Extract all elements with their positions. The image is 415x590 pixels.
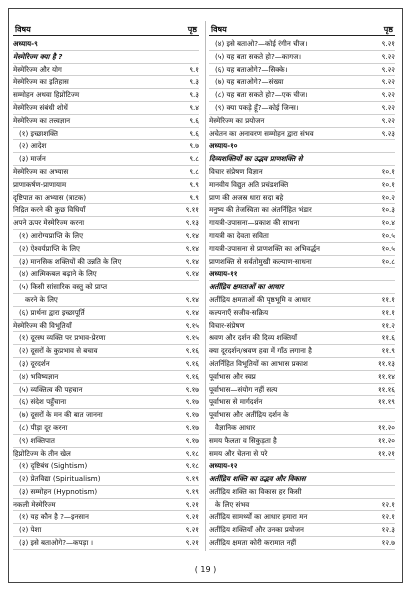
toc-page: ९.९	[189, 179, 199, 189]
toc-row	[209, 358, 395, 371]
toc-topic: (७) दूसरों के मन की बात जानना	[19, 410, 103, 420]
toc-row	[13, 473, 199, 486]
toc-topic: प्राणशक्ति से सर्वतोमुखी कल्याण-साधना	[209, 256, 312, 266]
toc-row	[209, 409, 395, 422]
toc-row	[209, 307, 395, 320]
toc-page: १०.३	[381, 205, 395, 215]
toc-row	[209, 537, 395, 550]
toc-page: ९.१७	[185, 435, 199, 445]
toc-row	[13, 294, 199, 307]
toc-row	[209, 473, 395, 486]
toc-page: १२.३	[381, 525, 395, 535]
toc-topic: दिव्यशक्तियों का उद्भव प्राणशक्ति से	[209, 154, 303, 164]
toc-topic: दृष्टिपात का अभ्यास (त्राटक)	[13, 192, 87, 202]
toc-topic: मानवीय विद्युत अति प्रचंडशक्ति	[209, 179, 289, 189]
toc-row	[13, 524, 199, 537]
toc-topic: अतींद्रिय क्षमताओं का आधार	[209, 282, 284, 292]
toc-page: ९.७	[189, 141, 199, 151]
toc-page: ११.१६	[377, 384, 395, 394]
left-contents-list	[13, 38, 199, 550]
toc-page: ११.२	[381, 320, 395, 330]
toc-row	[209, 460, 395, 473]
toc-topic: (१) इच्छाशक्ति	[19, 128, 58, 138]
toc-page: ९.३	[189, 90, 199, 100]
toc-topic: अपने ऊपर मेस्मेरिज्म करना	[13, 218, 85, 228]
toc-page: ११.१	[381, 294, 395, 304]
toc-topic: विचार संप्रेषण विज्ञान	[209, 166, 263, 176]
toc-topic: (५) व्यक्तित्व की पहचान	[19, 384, 83, 394]
toc-page: ९.१७	[185, 410, 199, 420]
toc-row	[13, 243, 199, 256]
toc-topic: (४) भविष्यज्ञान	[19, 371, 59, 381]
toc-page: ९.६	[189, 128, 199, 138]
toc-row	[13, 76, 199, 89]
toc-row	[209, 396, 395, 409]
toc-row	[209, 179, 395, 192]
toc-topic: (२) ऐश्वर्यप्राप्ति के लिए	[19, 243, 80, 253]
toc-topic: नकली मेस्मेरिज्म	[13, 499, 56, 509]
left-header-page: पृष्ठ	[187, 25, 197, 34]
toc-page	[165, 281, 199, 293]
toc-page: ९.१४	[185, 307, 199, 317]
toc-row	[13, 281, 199, 294]
toc-topic: (८) पीड़ा दूर करना	[19, 422, 68, 432]
toc-topic: अतींद्रिय शक्तियाँ और उनका प्रयोजन	[209, 525, 304, 535]
toc-page: ९.२२	[381, 64, 395, 74]
toc-row	[209, 486, 395, 499]
toc-page: ९.१७	[185, 397, 199, 407]
toc-topic: विचार-संप्रेषण	[209, 320, 245, 330]
toc-topic: (१) यह कौन है ?—इनसान	[19, 512, 89, 522]
toc-row	[209, 153, 395, 166]
toc-page: ९.१९	[185, 486, 199, 496]
column-divider	[205, 21, 206, 551]
toc-topic: समय और चेतना से परे	[209, 448, 268, 458]
toc-row	[13, 486, 199, 499]
toc-row	[209, 243, 395, 256]
toc-topic: अध्याय-९	[13, 39, 38, 48]
toc-page: १२.१	[381, 512, 395, 522]
toc-row	[209, 332, 395, 345]
toc-page	[361, 460, 395, 472]
toc-row	[13, 268, 199, 281]
toc-topic: गायत्री-उपासना से प्राणशक्ति का अभिवर्द्धन	[209, 243, 320, 253]
toc-row	[209, 76, 395, 89]
toc-topic: प्राणाकर्षण-प्राणायाम	[13, 179, 67, 189]
toc-page: ९.१५	[185, 320, 199, 330]
toc-row	[13, 217, 199, 230]
toc-row	[13, 38, 199, 51]
toc-row	[209, 204, 395, 217]
toc-page: ११.१३	[377, 358, 395, 368]
toc-page: ९.४	[189, 102, 199, 112]
toc-row	[13, 460, 199, 473]
toc-topic: (२) दूसरों के कुप्रभाव से बचाव	[19, 346, 98, 356]
toc-row	[209, 345, 395, 358]
toc-page	[361, 409, 395, 421]
toc-topic: (३) मानसिक शक्तियों की उन्नति के लिए	[19, 256, 122, 266]
toc-row	[209, 89, 395, 102]
toc-page: ९.८	[189, 154, 199, 164]
toc-topic: (५) किसी सांसारिक वस्तु को प्राप्त	[19, 282, 108, 292]
toc-page: ९.२१	[185, 499, 199, 509]
toc-row	[13, 537, 199, 550]
left-header	[13, 21, 199, 36]
toc-topic: अतींद्रिय क्षमता कोरी करामात नहीं	[209, 538, 297, 548]
toc-row	[209, 268, 395, 281]
toc-row	[209, 38, 395, 51]
toc-topic: अध्याय-१०	[209, 141, 238, 151]
document-page	[8, 8, 403, 583]
toc-row	[13, 422, 199, 435]
page-number: ( 19 )	[194, 565, 217, 574]
toc-topic: कल्पनाएँ सजीव-सक्रिय	[209, 307, 269, 317]
toc-row	[13, 51, 199, 64]
toc-topic: अतींद्रिय शक्ति का विकास हर किसी	[209, 486, 302, 496]
toc-row	[209, 384, 395, 397]
toc-topic: (१) दृष्टिबंध (Sightism)	[19, 461, 88, 471]
toc-topic: सम्मोहन अथवा हिप्नोटिज्म	[13, 90, 80, 100]
toc-topic: मेस्मेरिज्म संबंधी शोधें	[13, 102, 68, 112]
toc-topic: अध्याय-१२	[209, 461, 238, 471]
toc-topic: (६) यह बताओगे?—सिक्के।	[215, 64, 288, 74]
toc-topic: (१) दूरस्थ व्यक्ति पर प्रभाव-प्रेरणा	[19, 333, 106, 343]
toc-row	[13, 435, 199, 448]
toc-row	[13, 256, 199, 269]
toc-page: ११.१४	[377, 371, 395, 381]
toc-row	[209, 256, 395, 269]
toc-topic: हिप्नोटिज्म के तीन खेल	[13, 448, 71, 458]
toc-topic: पूर्वाभास से मार्गदर्शन	[209, 397, 263, 407]
toc-page: ११.१	[381, 307, 395, 317]
toc-page	[361, 486, 395, 498]
toc-row	[13, 409, 199, 422]
toc-row	[209, 448, 395, 461]
toc-row	[209, 524, 395, 537]
toc-row	[13, 140, 199, 153]
toc-topic: (७) यह बताओगे?—संख्या	[215, 77, 284, 87]
toc-page: ९.२२	[381, 51, 395, 61]
right-header-page: पृष्ठ	[383, 25, 393, 34]
toc-page: ९.२१	[185, 538, 199, 548]
toc-page: ९.२२	[381, 115, 395, 125]
toc-page: १०.२	[381, 192, 395, 202]
toc-page: ११.२०	[377, 435, 395, 445]
toc-page: १०.५	[381, 230, 395, 240]
toc-page	[165, 38, 199, 50]
toc-topic: गायत्री का देवता सविता	[209, 230, 269, 240]
toc-topic: मेस्मेरिज्म क्या है ?	[13, 51, 63, 61]
toc-row	[13, 332, 199, 345]
toc-row	[209, 102, 395, 115]
toc-topic: करने के लिए	[25, 294, 58, 304]
toc-topic: प्राण की अजस्र धारा सदा बहे	[209, 192, 284, 202]
toc-topic: (२) प्रेतविद्या (Spiritualism)	[19, 474, 101, 484]
toc-page: ९.१७	[185, 384, 199, 394]
toc-row	[209, 435, 395, 448]
toc-topic: मेस्मेरिज्म का अभ्यास	[13, 166, 69, 176]
toc-topic: मेस्मेरिज्म का इतिहास	[13, 77, 69, 87]
toc-topic: (२) आदेश	[19, 141, 47, 151]
toc-page: ९.१४	[185, 269, 199, 279]
toc-row	[209, 140, 395, 153]
toc-row	[209, 115, 395, 128]
toc-topic: श्रवण और दर्शन की दिव्य शक्तियाँ	[209, 333, 297, 343]
toc-row	[209, 499, 395, 512]
toc-page	[361, 268, 395, 280]
toc-topic: (२) पेशा	[19, 525, 42, 535]
toc-row	[13, 371, 199, 384]
right-header	[209, 21, 395, 36]
toc-topic: मेस्मेरिज्म का तत्त्वज्ञान	[13, 115, 71, 125]
toc-page: ९.२२	[381, 90, 395, 100]
toc-row	[13, 128, 199, 141]
toc-row	[209, 51, 395, 64]
toc-row	[13, 192, 199, 205]
toc-topic: मेस्मेरिज्म का प्रयोजन	[209, 115, 265, 125]
toc-page: ९.१७	[185, 422, 199, 432]
toc-row	[13, 153, 199, 166]
toc-row	[209, 128, 395, 141]
toc-page: ९.१४	[185, 230, 199, 240]
toc-page: ९.६	[189, 115, 199, 125]
toc-topic: अतींद्रिय सामर्थ्यों का आधार हमारा मन	[209, 512, 308, 522]
toc-topic: गायत्री-उपासना—प्रकाश की साधना	[209, 218, 300, 228]
toc-row	[13, 89, 199, 102]
toc-row	[13, 204, 199, 217]
toc-topic: (३) सम्मोहन (Hypnotism)	[19, 486, 98, 496]
toc-page: ९.२२	[381, 77, 395, 87]
toc-row	[209, 64, 395, 77]
toc-topic: पूर्वाभास और अतींद्रिय दर्शन के	[209, 410, 289, 420]
toc-topic: क्या दूरदर्शन/श्रवण हवा में गाँठ लगाना है	[209, 346, 312, 356]
toc-topic: वैज्ञानिक आधार	[215, 422, 256, 432]
toc-topic: अध्याय-११	[209, 269, 238, 279]
toc-page	[361, 153, 395, 165]
toc-topic: (५) यह बता सकते हो?—कागज।	[215, 51, 302, 61]
toc-page: ९.१४	[185, 243, 199, 253]
toc-page: ९.८	[189, 166, 199, 176]
toc-row	[13, 448, 199, 461]
toc-page: ११.६	[381, 333, 395, 343]
toc-row	[13, 179, 199, 192]
toc-row	[209, 217, 395, 230]
toc-page: १२.७	[381, 538, 395, 548]
toc-page: ९.३	[189, 77, 199, 87]
toc-topic: मेस्मेरिज्म और योग	[13, 64, 62, 74]
toc-topic: (८) यह बता सकते हो?—एक चीज।	[215, 90, 308, 100]
toc-row	[13, 358, 199, 371]
toc-row	[209, 281, 395, 294]
toc-page: ११.९	[381, 346, 395, 356]
toc-topic: मनुष्य की तेजस्विता का अंतर्निहित भंडार	[209, 205, 312, 215]
toc-page: ११.१९	[377, 397, 395, 407]
toc-row	[209, 192, 395, 205]
toc-page: ९.१४	[185, 294, 199, 304]
toc-topic: अतींद्रिय शक्ति का उद्भव और विकास	[209, 474, 306, 484]
toc-page: ९.१६	[185, 371, 199, 381]
left-header-title: विषय	[15, 25, 31, 34]
toc-row	[13, 511, 199, 524]
toc-topic: मेस्मेरिज्म की विभूतियाँ	[13, 320, 72, 330]
toc-page: ९.१६	[185, 358, 199, 368]
toc-topic: (९) शक्तिपात	[19, 435, 55, 445]
toc-topic: अंतर्निहित विभूतियों का आभास प्रकाश	[209, 358, 308, 368]
toc-row	[209, 294, 395, 307]
toc-page: ९.२१	[185, 525, 199, 535]
toc-row	[209, 320, 395, 333]
toc-row	[13, 320, 199, 333]
toc-row	[13, 64, 199, 77]
toc-topic: (१) आरोग्यप्राप्ति के लिए	[19, 230, 84, 240]
toc-page: ९.१६	[185, 346, 199, 356]
toc-page: ११.२१	[377, 448, 395, 458]
toc-page: १०.१	[381, 166, 395, 176]
toc-topic: समय फैलता व सिकुड़ता है	[209, 435, 277, 445]
toc-row	[209, 422, 395, 435]
right-contents-list	[209, 38, 395, 550]
toc-page	[361, 281, 395, 293]
toc-page: ९.२१	[381, 39, 395, 48]
toc-page: ९.१८	[185, 461, 199, 471]
toc-row	[13, 396, 199, 409]
toc-page: ९.११	[185, 205, 199, 215]
toc-row	[13, 345, 199, 358]
toc-row	[13, 102, 199, 115]
toc-topic: अचेतन का अनावरण सम्मोहन द्वारा संभव	[209, 128, 314, 138]
toc-topic: (९) क्या पकड़े हूँ?—कोई जिन्स।	[215, 102, 299, 112]
toc-page: ९.१३	[185, 218, 199, 228]
toc-topic: (६) प्रार्थना द्वारा इच्छापूर्ति	[19, 307, 85, 317]
toc-topic: निद्रित करने की कुछ विधियाँ	[13, 205, 86, 215]
toc-page: १०.५	[381, 243, 395, 253]
toc-row	[209, 371, 395, 384]
toc-page: ९.२२	[381, 102, 395, 112]
toc-page: ९.२३	[381, 128, 395, 138]
toc-topic: पूर्वाभास और स्वप्न	[209, 371, 256, 381]
toc-page: १२.१	[381, 499, 395, 509]
toc-row	[13, 499, 199, 512]
toc-row	[13, 307, 199, 320]
toc-topic: (३) इसे बताओगे?—कपड़ा ।	[19, 538, 94, 548]
toc-page: ९.२१	[185, 512, 199, 522]
right-column	[209, 21, 395, 550]
toc-page: १०.४	[381, 218, 395, 228]
toc-topic: (६) संदेश पहुँचाना	[19, 397, 67, 407]
toc-row	[13, 115, 199, 128]
toc-topic: (३) दूरदर्शन	[19, 358, 50, 368]
toc-page: ११.२०	[377, 422, 395, 432]
toc-page	[361, 473, 395, 485]
toc-page: ९.१४	[185, 256, 199, 266]
toc-page: ९.१९	[185, 474, 199, 484]
right-header-title: विषय	[211, 25, 227, 34]
toc-row	[13, 384, 199, 397]
toc-page: ९.१८	[185, 448, 199, 458]
toc-page: ९.१	[189, 64, 199, 74]
toc-row	[209, 511, 395, 524]
toc-row	[13, 166, 199, 179]
toc-page: १०.८	[381, 256, 395, 266]
toc-topic: पूर्वाभास—संयोग नहीं सत्य	[209, 384, 278, 394]
toc-topic: (४) आत्मिकबल बढ़ाने के लिए	[19, 269, 97, 279]
toc-row	[209, 166, 395, 179]
toc-page	[361, 140, 395, 152]
toc-row	[13, 230, 199, 243]
toc-row	[209, 230, 395, 243]
toc-page: ९.१५	[185, 333, 199, 343]
toc-topic: (४) इसे बताओ?—कोई रंगीन चीज।	[215, 39, 308, 48]
toc-page: ९.९	[189, 192, 199, 202]
toc-page: १०.१	[381, 179, 395, 189]
toc-page	[165, 51, 199, 63]
left-column	[13, 21, 199, 550]
toc-topic: के लिए संभव	[215, 499, 250, 509]
toc-topic: अतींद्रिय क्षमताओं की पृष्ठभूमि व आधार	[209, 294, 311, 304]
toc-topic: (३) मार्जन	[19, 154, 46, 164]
